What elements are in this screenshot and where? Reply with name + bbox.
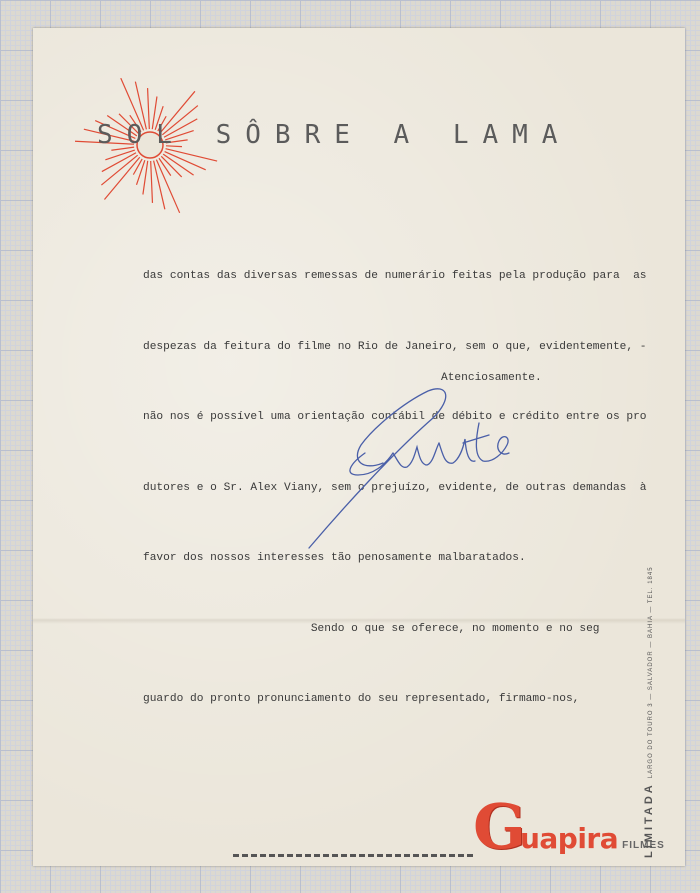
- signature-line: [233, 854, 473, 857]
- sun-ray: [151, 161, 153, 203]
- sun-ray: [143, 161, 148, 195]
- letter-line: despezas da feitura do filme no Rio de Janeiro, sem o que, evidentemente, -: [143, 340, 647, 353]
- sun-emblem-icon: [75, 78, 225, 228]
- company-logo: [473, 790, 665, 863]
- company-address-line: LARGO DO TOURO 3 — SALVADOR — BAHIA — TEL. 1845: [648, 566, 654, 779]
- letter-line: não nos é possível uma orientação contábil de débito e crédito entre os pro: [143, 411, 647, 423]
- sun-ray: [105, 150, 134, 160]
- sun-ray: [165, 152, 206, 170]
- logo-word: uapira: [519, 822, 619, 855]
- letter-sheet: [33, 28, 685, 866]
- sun-ray: [154, 161, 165, 210]
- handwritten-signature: [303, 383, 533, 553]
- sun-ray: [137, 160, 145, 185]
- letter-line: dutores e o Sr. Alex Viany, sem o prejuízo, evidente, de outras demandas à: [143, 481, 647, 494]
- logo-suffix: FILMES: [622, 840, 665, 851]
- letter-line: Sendo o que se oferece, no momento e no seg: [143, 622, 600, 635]
- logo-initial: G: [473, 790, 526, 863]
- letter-line: favor dos nossos interesses tão penosamente malbaratados.: [143, 552, 526, 564]
- letter-line: guardo do pronto pronunciamento do seu representado, firmamo-nos,: [143, 693, 580, 705]
- letterhead-title: SOL SÔBRE A LAMA: [97, 120, 572, 150]
- company-address: [639, 566, 657, 858]
- letter-line: das contas das diversas remessas de numerário feitas pela produção para as: [143, 270, 647, 282]
- company-type: LIMITADA: [643, 782, 655, 858]
- letter-closing: Atenciosamente.: [441, 372, 542, 384]
